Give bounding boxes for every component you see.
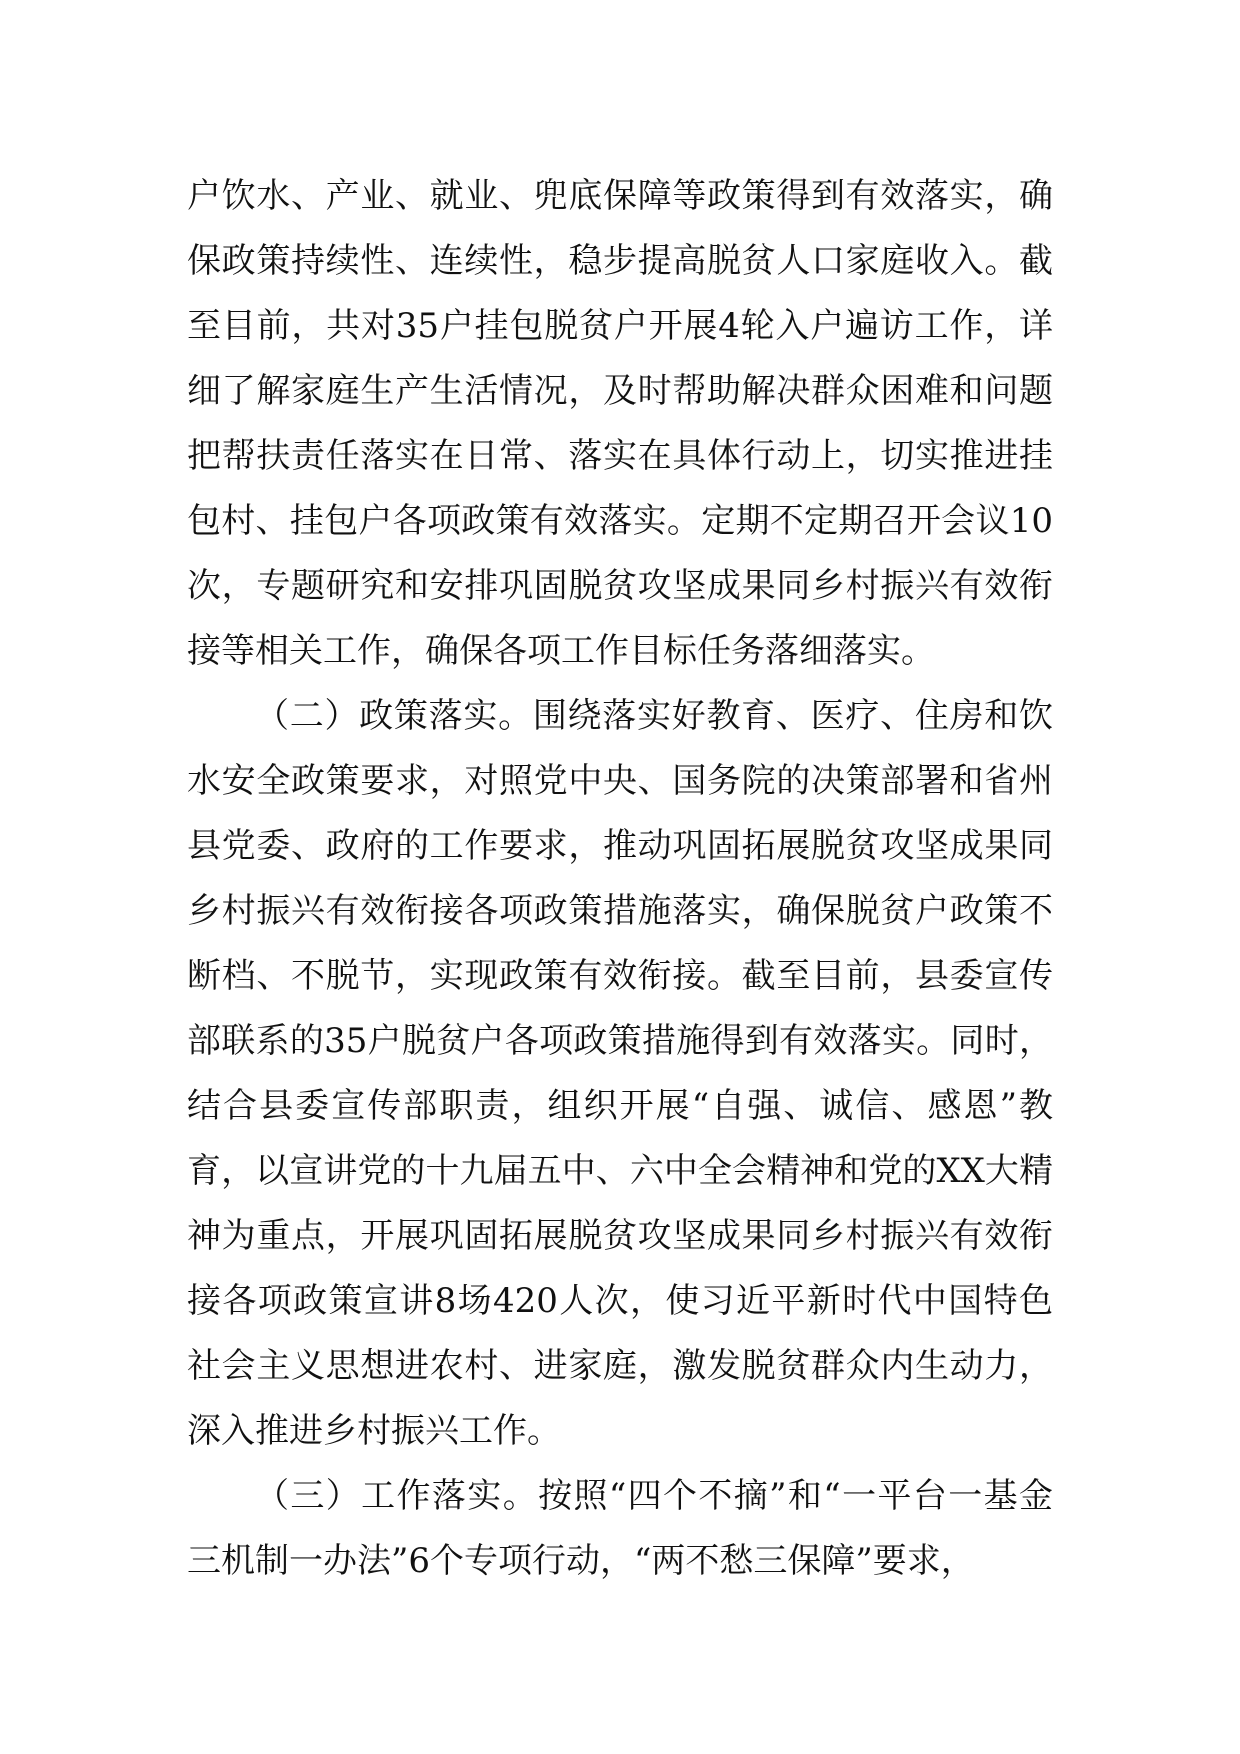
paragraph-work-implementation: （三）工作落实。按照“四个不摘”和“一平台一基金三机制一办法”6个专项行动，“两不愁三保障”要求， [187, 1476, 1053, 1581]
paragraph-policy-implementation: （二）政策落实。围绕落实好教育、医疗、住房和饮水安全政策要求，对照党中央、国务院的决策部署和省州县党委、政府的工作要求，推动巩固拓展脱贫攻坚成果同乡村振兴有效衔接各项政策措施落实，确保脱贫户政策不断档、不脱节，实现政策有效衔接。截至目前，县委宣传部联系的35户脱贫户各项政策措施得到有效落实。同时，结合县委宣传部职责，组织开展“自强、诚信、感恩”教育，以宣讲党的十九届五中、六中全会精神和党的XX大精神为重点，开展巩固拓展脱贫攻坚成果同乡村振兴有效衔接各项政策宣讲8场420人次，使习近平新时代中国特色社会主义思想进农村、进家庭，激发脱贫群众内生动力，深入推进乡村振兴工作。 [187, 696, 1053, 1451]
document-body [187, 164, 1053, 1594]
paragraph-continuation: 户饮水、产业、就业、兜底保障等政策得到有效落实，确保政策持续性、连续性，稳步提高脱贫人口家庭收入。截至目前，共对35户挂包脱贫户开展4轮入户遍访工作，详细了解家庭生产生活情况，及时帮助解决群众困难和问题把帮扶责任落实在日常、落实在具体行动上，切实推进挂包村、挂包户各项政策有效落实。定期不定期召开会议10次，专题研究和安排巩固脱贫攻坚成果同乡村振兴有效衔接等相关工作，确保各项工作目标任务落细落实。 [187, 176, 1053, 671]
